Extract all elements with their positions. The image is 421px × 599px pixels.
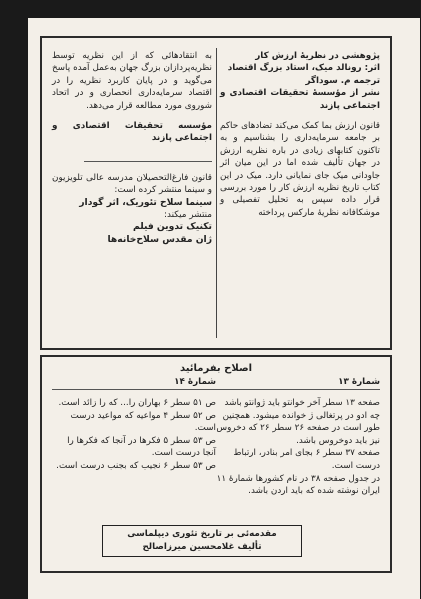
- book-description-continued: به انتقادهائی که از این نظریه توسط نظریه‌پردازان بزرگ جهان به‌عمل آمده پاسخ می‌گوید و در پایان کاربرد نظریه را در اقتصاد سرمایه‌داری انحصاری و در اتحاد شوروی مورد مطالعه قرار می‌دهد.: [52, 51, 212, 111]
- book-announcement-title: مقدمه‌ئی بر تاریخ تئوری دیپلماسی: [127, 529, 277, 539]
- right-column: [220, 50, 380, 219]
- credits-intro: قانون فارغ‌التحصیلان مدرسه عالی تلویزیون و سینما منتشر کرده است:: [52, 172, 212, 196]
- credits-title-3: ژان مقدس سلاح‌خانه‌ها: [107, 233, 212, 245]
- issue-14-label: شمارهٔ ۱۴: [52, 377, 216, 390]
- book-translator-line: ترجمه م. سوداگر: [305, 75, 380, 86]
- book-description: قانون ارزش بما کمک می‌کند تضادهای حاکم بر جامعه سرمایه‌داری را بشناسیم و به تاکنون کتابهای زیادی در باره نظریه ارزش در جهان تألیف شده اما در این میان اثر جاودانی میک جای نمایانی دارد. میک در این کتاب تاریخ نظریه ارزش کار را مورد بررسی قرار داده سپس به تحلیل تفصیلی و موشکافانه نظریهٔ مارکس پرداخته: [220, 121, 380, 218]
- book-author-line: اثر: رونالد میک، استاد بزرگ اقتصاد: [227, 63, 380, 74]
- correction-item: ص ۵۳ سطر ۵ فکرها در آنجا که فکرها را آنجا درست است.: [67, 435, 216, 459]
- book-title-line: پژوهشی در نظریهٔ ارزش کار: [255, 51, 380, 61]
- corrections-title: اصلاح بفرمائید: [179, 363, 253, 374]
- column-divider: [216, 48, 217, 338]
- issue-14-corrections: [52, 397, 216, 473]
- section-rule: [84, 161, 212, 162]
- correction-item: ص ۵۱ سطر ۶ بهاران را... که را زائد است.: [58, 398, 216, 408]
- left-column: [52, 50, 212, 246]
- correction-item: ص ۵۲ سطر ۴ مواعیه که مواعید درست است.: [70, 410, 216, 434]
- corrections-frame: [40, 355, 392, 573]
- book-announcement-author: تألیف غلامحسین میرزاصالح: [142, 542, 262, 552]
- correction-item: ص ۵۳ سطر ۶ نجیب که بجنب درست است.: [56, 460, 216, 471]
- document-page: [28, 18, 420, 599]
- publisher-name: مؤسسه تحقیقات اقتصادی و اجتماعی پازند: [52, 121, 212, 144]
- correction-item: صفحه ۳۷ سطر ۶ بجای امر بنادر، ارتباط درست است.: [233, 448, 380, 471]
- issue-13-label: شمارهٔ ۱۳: [216, 377, 380, 390]
- credits-title-1: سینما سلاح تئوریک، اثر گودار: [79, 196, 212, 208]
- book-publisher-line: نشر از مؤسسهٔ تحقیقات اقتصادی و اجتماعی پازند: [220, 88, 380, 111]
- film-school-credits: [52, 172, 212, 246]
- credits-forthcoming: منتشر میکند:: [164, 210, 212, 221]
- top-frame: [40, 36, 392, 350]
- book-announcement-box: [102, 525, 302, 557]
- issue-13-corrections: [216, 397, 380, 498]
- correction-item: در جدول صفحه ۳۸ در نام کشورها شمارهٔ ۱۱ ایران نوشته شده که باید اردن باشد.: [216, 473, 380, 497]
- correction-item: صفحه ۱۳ سطر آخر خوانتو باید ژوانتو باشد چه ادو در پرتغالی ژ خوانده میشود. همچنین طور است در صفحه ۲۶ سطر ۲۶ که دخروس نیز باید دوخروس باشد.: [216, 398, 380, 446]
- credits-title-2: تکنیک تدوین فیلم: [132, 221, 212, 233]
